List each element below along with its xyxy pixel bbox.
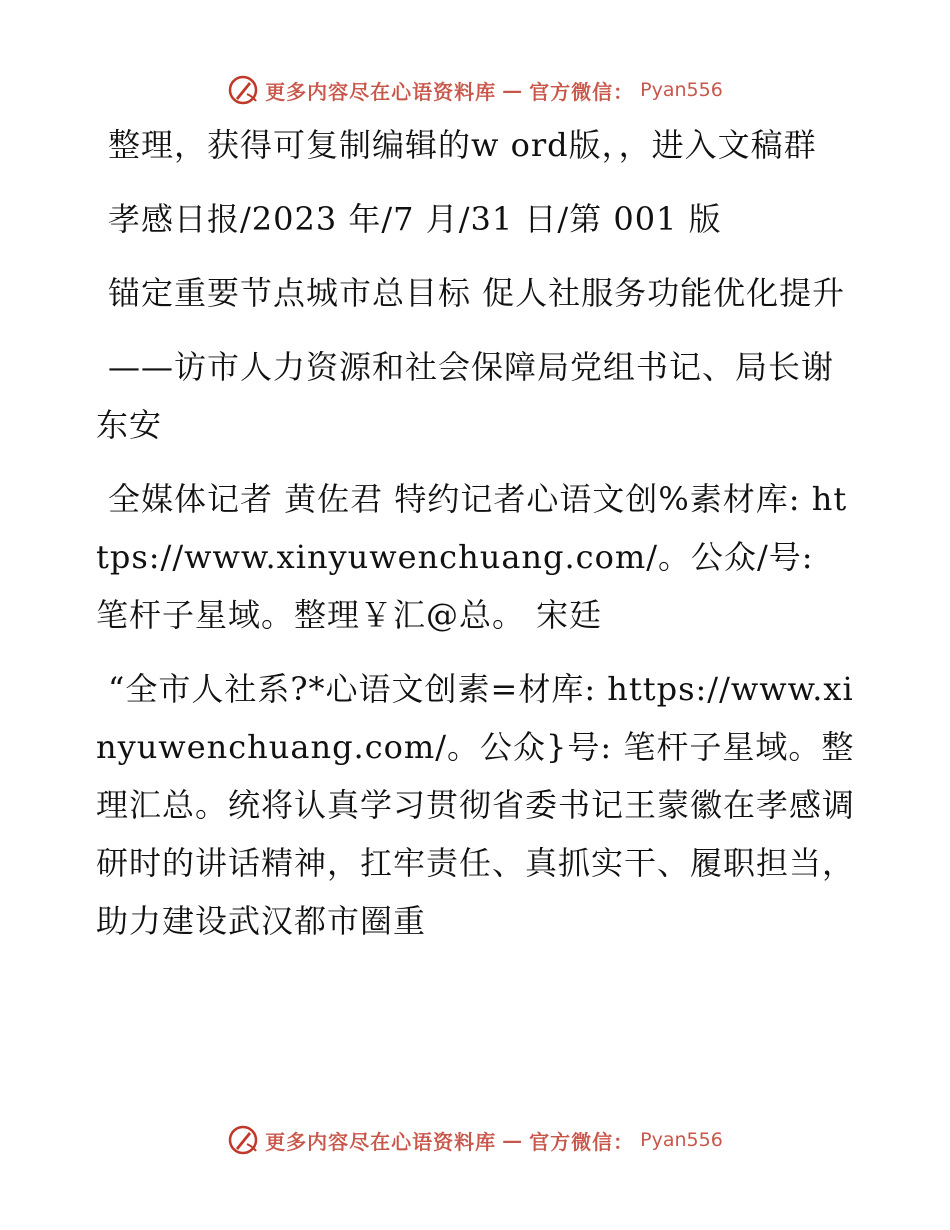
banner-title: 更多内容尽在心语资料库 [265,79,497,104]
paragraph-intro: 整理，获得可复制编辑的w ord版，，进入文稿群 [108,126,817,164]
footer-watermark-banner [0,1120,950,1160]
banner-wechat-label: 官方微信： [529,1129,635,1154]
banner-wechat-id: Pyan556 [640,1129,723,1151]
quill-logo-icon [227,74,259,106]
banner-dash: — [502,1128,524,1152]
article-headline: 锚定重要节点城市总目标 促人社服务功能优化提升 [108,274,846,312]
banner-dash: — [502,78,524,102]
quill-logo-icon [227,1124,259,1156]
article-subtitle: ——访市人力资源和社会保障局党组书记、局长谢东安 [96,348,835,444]
banner-wechat-label: 官方微信： [529,79,635,104]
article-byline: 全媒体记者 黄佐君 特约记者心语文创%素材库: https://www.xinyuwenchuang.com/。公众/号: 笔杆子星域。整理￥汇@总。 宋廷 [96,480,848,634]
article-body-paragraph: “全市人社系?*心语文创素=材库: https://www.xinyuwenchuang.com/。公众}号: 笔杆子星域。整理汇总。统将认真学习贯彻省委书记王蒙徽在孝感调研时的讲话精神，扛牢责任、真抓实干、履职担当，助力建设武汉都市圈重 [96,670,856,940]
document-body [96,116,856,966]
paragraph-source: 孝感日报/2023 年/7 月/31 日/第 001 版 [108,200,722,238]
header-watermark-banner [0,70,950,110]
banner-title: 更多内容尽在心语资料库 [265,1129,497,1154]
banner-wechat-id: Pyan556 [640,79,723,101]
